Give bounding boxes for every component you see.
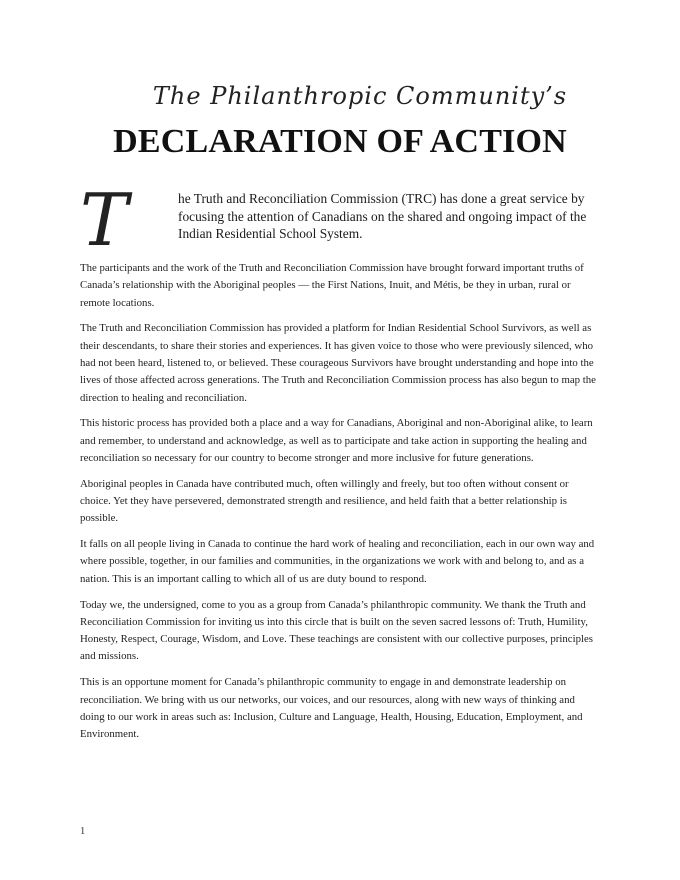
paragraph: This is an opportune moment for Canada’s philanthropic community to engage in and demonstrate leadership on reconciliation. We bring with us our networks, our voices, and our resources, along with new ways of thinking and doing to our work in areas such as: Inclusion, Culture and Language, Health, Housing, Education, Employment, and Environment. xyxy=(80,676,583,741)
paragraph: Today we, the undersigned, come to you as a group from Canada’s philanthropic community. We thank the Truth and Reconciliation Commission for inviting us into this circle that is built on the seven sacred lessons of: Truth, Humility, Honesty, Respect, Courage, Wisdom, and Love. These teachings are consistent with our collective purposes, principles and missions. xyxy=(80,598,593,663)
lead-paragraph xyxy=(80,178,600,262)
page-subtitle: The Philanthropic Community’s xyxy=(152,82,568,110)
page-title: DECLARATION OF ACTION xyxy=(113,123,567,160)
drop-cap: T xyxy=(80,178,129,262)
paragraph: Aboriginal peoples in Canada have contributed much, often willingly and freely, but too often without consent or choice. Yet they have persevered, demonstrated strength and resilience, and held faith that a better relationship is possible. xyxy=(80,477,569,525)
page-number: 1 xyxy=(80,826,86,837)
page-header xyxy=(0,78,680,164)
paragraph: It falls on all people living in Canada to continue the hard work of healing and reconciliation, each in our own way and where possible, together, in our families and communities, in the organizations we work with and belong to, and as a nation. This is an important calling to which all of us are duty bound to respond. xyxy=(80,538,595,585)
paragraph: The participants and the work of the Truth and Reconciliation Commission have brought forward important truths of Canada’s relationship with the Aboriginal peoples — the First Nations, Inuit, and Métis, be they in urban, rural or remote locations. xyxy=(80,262,584,309)
paragraph: This historic process has provided both a place and a way for Canadians, Aboriginal and non-Aboriginal alike, to learn and remember, to understand and acknowledge, as well as to participate and take action in supporting the healing and reconciliation so necessary for our country to become stronger and more inclusive for future generations. xyxy=(80,417,593,464)
paragraph: The Truth and Reconciliation Commission has provided a platform for Indian Residential School Survivors, as well as their descendants, to share their stories and experiences. It has given voice to those who were previously silenced, who had not been heard, listened to, or believed. These courageous Survivors have brought understanding and hope into the lives of those affected across generations. The Truth and Reconciliation Commission process has also begun to map the direction to healing and reconciliation. xyxy=(80,322,596,404)
body-text xyxy=(80,260,602,752)
lead-text: he Truth and Reconciliation Commission (TRC) has done a great service by focusing the attention of Canadians on the shared and ongoing impact of the Indian Residential School System. xyxy=(178,191,587,241)
